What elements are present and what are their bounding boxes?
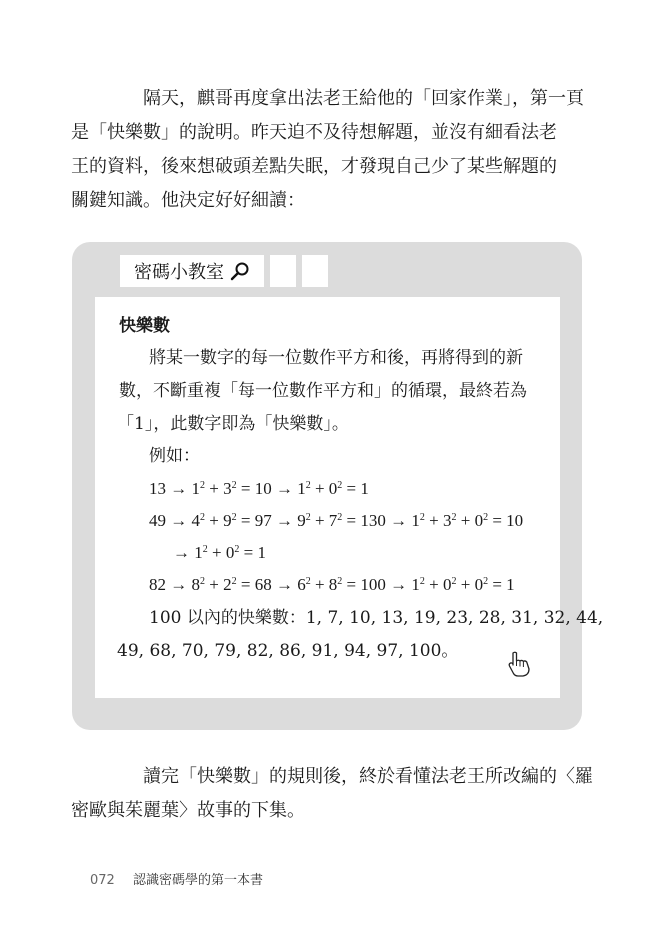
intro-paragraph <box>71 82 584 218</box>
book-title: 認識密碼學的第一本書 <box>132 873 263 888</box>
happy-number-list: 49, 68, 70, 79, 82, 86, 91, 94, 97, 100。 <box>117 641 459 661</box>
intro-line: 隔天，麒哥再度拿出法老王給他的「回家作業」，第一頁 <box>143 88 584 109</box>
content-panel <box>95 297 604 698</box>
blank-tab <box>302 255 328 287</box>
example-13: $13 \to 1^2 + 3^2 = 10 \to 1^2 + 0^2 = 1$ <box>149 479 369 498</box>
page-footer <box>90 869 263 888</box>
example-82: $82 \to 8^2 + 2^2 = 68 \to 6^2 + 8^2 = 100 \to 1^2 + 0^2 + 0^2 = 1$ <box>149 575 515 594</box>
outro-line: 讀完「快樂數」的規則後，終於看懂法老王所改編的〈羅 <box>143 766 593 787</box>
outro-paragraph <box>71 760 593 828</box>
description-line: 將某一數字的每一位數作平方和後，再將得到的新 <box>149 348 523 368</box>
description-line: 數，不斷重複「每一位數作平方和」的循環，最終若為 <box>119 381 527 401</box>
example-label: 例如： <box>149 446 200 466</box>
outro-line: 密歐與茱麗葉〉故事的下集。 <box>71 800 305 821</box>
box-tab-bar <box>120 255 328 287</box>
intro-line: 是「快樂數」的說明。昨天迫不及待想解題，並沒有細看法老 <box>71 122 557 143</box>
blank-tab <box>270 255 296 287</box>
happy-number-list: 100 以內的快樂數：1, 7, 10, 13, 19, 23, 28, 31, 32, 44, <box>149 608 604 628</box>
description-line: 「1」，此數字即為「快樂數」。 <box>117 414 349 434</box>
intro-line: 關鍵知識。他決定好好細讀： <box>71 190 305 211</box>
example-49: $49 \to 4^2 + 9^2 = 97 \to 9^2 + 7^2 = 130 \to 1^2 + 3^2 + 0^2 = 10$ <box>149 511 524 530</box>
page-number: 072 <box>90 873 115 888</box>
box-title: 密碼小教室 <box>134 262 224 283</box>
example-49-continued: → $1^2 + 0^2 = 1$ <box>173 543 266 562</box>
box-title-tab <box>120 255 264 287</box>
section-heading: 快樂數 <box>119 316 170 336</box>
pointing-hand-icon <box>505 650 533 678</box>
intro-line: 王的資料，後來想破頭差點失眠，才發現自己少了某些解題的 <box>71 156 557 177</box>
magnifier-icon <box>230 261 250 281</box>
